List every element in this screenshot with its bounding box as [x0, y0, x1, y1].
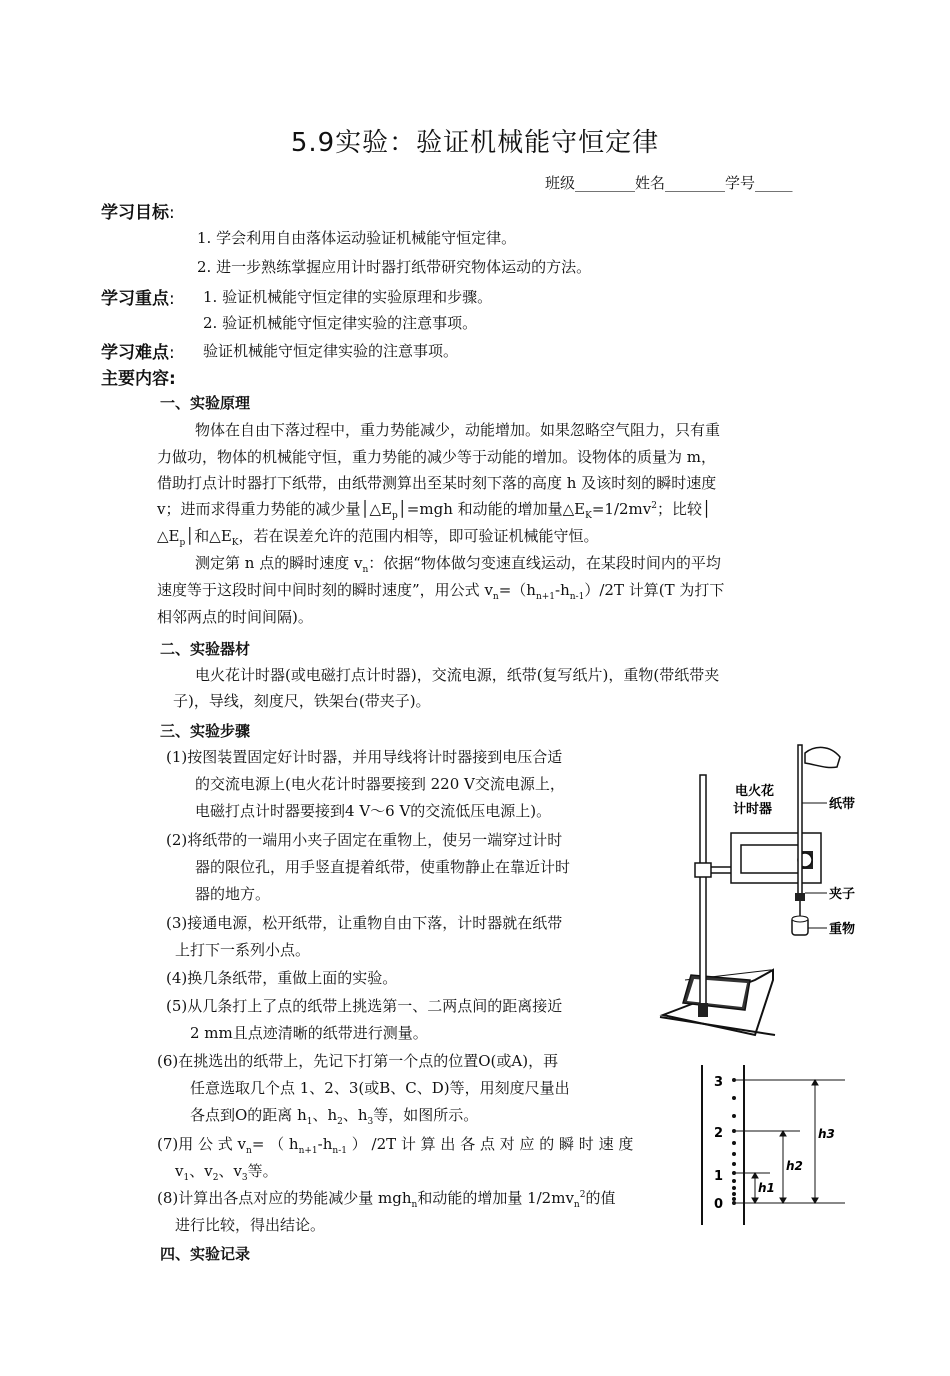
principle-line-3: 借助打点计时器打下纸带，由纸带测算出至某时刻下落的高度 h 及该时刻的瞬时速度 — [157, 474, 717, 492]
page-title: 5.9实验：验证机械能守恒定律 — [290, 128, 660, 158]
weight-label: 重物 — [829, 922, 856, 937]
difficulties-label: 学习难点: — [101, 343, 175, 363]
step-6-line-3: 各点到O的距离 $h_1$、$h_2$、$h_3$等，如图所示。 — [190, 1106, 479, 1127]
tape-mark-2: 2 — [714, 1126, 724, 1141]
equipment-line-2: 子)，导线，刻度尺，铁架台(带夹子)。 — [173, 692, 431, 710]
principle-line-5: $\triangle E_p│$和$\triangle E_K$，若在误差允许的范围内相等，即可验证机械能守恒。 — [157, 527, 599, 548]
step-3-line-1: (3)接通电源，松开纸带，让重物自由下落，计时器就在纸带 — [166, 914, 563, 932]
dim-h2: h2 — [786, 1159, 803, 1173]
step-2-line-3: 器的地方。 — [195, 885, 271, 903]
tape-dots — [732, 1078, 736, 1205]
step-1-line-3: 电磁打点计时器要接到4 V～6 V的交流低压电源上)。 — [195, 802, 552, 820]
difficulties-text: 验证机械能守恒定律实验的注意事项。 — [203, 342, 459, 360]
step-1-line-1: (1)按图装置固定好计时器，并用导线将计时器接到电压合适 — [166, 748, 563, 766]
section-steps-heading: 三、实验步骤 — [160, 722, 251, 740]
step-8-line-2: 进行比较，得出结论。 — [175, 1216, 326, 1234]
objective-item-2: 2. 进一步熟练掌握应用计时器打纸带研究物体运动的方法。 — [197, 258, 592, 276]
clip-label: 夹子 — [829, 887, 856, 902]
dim-h3: h3 — [818, 1127, 835, 1141]
step-2-line-1: (2)将纸带的一端用小夹子固定在重物上，使另一端穿过计时 — [166, 831, 563, 849]
student-info-fields: 班级________姓名________学号_____ — [545, 174, 793, 192]
step-7-line-2: $v_1$、$v_2$、$v_3$等。 — [175, 1162, 278, 1183]
step-5-line-1: (5)从几条打上了点的纸带上挑选第一、二两点间的距离接近 — [166, 997, 563, 1015]
step-4-line: (4)换几条纸带，重做上面的实验。 — [166, 969, 398, 987]
principle-line-6: 测定第 n 点的瞬时速度 $v_n$：依据“物体做匀变速直线运动，在某段时间内的平均 — [195, 554, 721, 575]
section-equipment-heading: 二、实验器材 — [160, 640, 251, 658]
section-record-heading: 四、实验记录 — [160, 1245, 251, 1263]
dim-h1: h1 — [758, 1181, 775, 1195]
tape-mark-0: 0 — [714, 1197, 724, 1212]
step-7-line-1: (7)用 公 式 $v_n=$ （ $h_{n+1}-h_{n-1}$ ） /2T 计 算 出 各 点 对 应 的 瞬 时 速 度 — [157, 1135, 634, 1156]
principle-line-1: 物体在自由下落过程中，重力势能减少，动能增加。如果忽略空气阻力，只有重 — [195, 421, 721, 439]
clip-icon — [795, 893, 805, 901]
key-point-item-2: 2. 验证机械能守恒定律实验的注意事项。 — [203, 314, 478, 332]
apparatus-figure — [655, 735, 880, 1060]
paper-tape — [798, 745, 802, 895]
timer-label-line-2: 计时器 — [733, 802, 773, 817]
step-6-line-1: (6)在挑选出的纸带上，先记下打第一个点的位置O(或A)，再 — [157, 1052, 559, 1070]
step-6-line-2: 任意选取几个点 1、2、3(或B、C、D)等，用刻度尺量出 — [190, 1079, 570, 1097]
tape-mark-3: 3 — [714, 1075, 724, 1090]
step-8-line-1: (8)计算出各点对应的势能减少量 mgh$_n$和动能的增加量 $1/2mv_n^2$的值 — [157, 1189, 616, 1210]
hand-icon — [805, 747, 840, 767]
principle-line-8: 相邻两点的时间间隔)。 — [157, 608, 313, 626]
timer-label-line-1: 电火花 — [735, 784, 775, 799]
principle-line-7: 速度等于这段时间中间时刻的瞬时速度”，用公式 $v_n=(h_{n+1}-h_{n-1})/2T$ 计算(T 为打下 — [157, 581, 725, 602]
step-1-line-2: 的交流电源上(电火花计时器要接到 220 V交流电源上， — [195, 775, 565, 793]
objectives-label: 学习目标: — [101, 203, 175, 223]
principle-line-2: 力做功，物体的机械能守恒，重力势能的减少等于动能的增加。设物体的质量为 m， — [157, 448, 716, 466]
key-point-item-1: 1. 验证机械能守恒定律的实验原理和步骤。 — [203, 288, 493, 306]
step-2-line-2: 器的限位孔，用手竖直提着纸带，使重物静止在靠近计时 — [195, 858, 571, 876]
key-points-label: 学习重点: — [101, 289, 175, 309]
tape-mark-1: 1 — [714, 1169, 724, 1184]
step-5-line-2: 2 mm且点迹清晰的纸带进行测量。 — [190, 1024, 428, 1042]
stand-pole — [700, 775, 706, 1005]
tape-label: 纸带 — [829, 797, 856, 812]
equipment-line-1: 电火花计时器(或电磁打点计时器)，交流电源，纸带(复写纸片)，重物(带纸带夹 — [195, 666, 720, 684]
section-principle-heading: 一、实验原理 — [160, 394, 251, 412]
objective-item-1: 1. 学会利用自由落体运动验证机械能守恒定律。 — [197, 229, 517, 247]
principle-line-4: v；进而求得重力势能的减少量$│\triangle E_p│=mgh$ 和动能的增加量$\triangle E_K=1/2mv^2$；比较│ — [157, 500, 712, 521]
step-3-line-2: 上打下一系列小点。 — [175, 941, 311, 959]
main-content-label: 主要内容: — [101, 369, 176, 389]
tape-measurement-figure — [700, 1060, 845, 1230]
